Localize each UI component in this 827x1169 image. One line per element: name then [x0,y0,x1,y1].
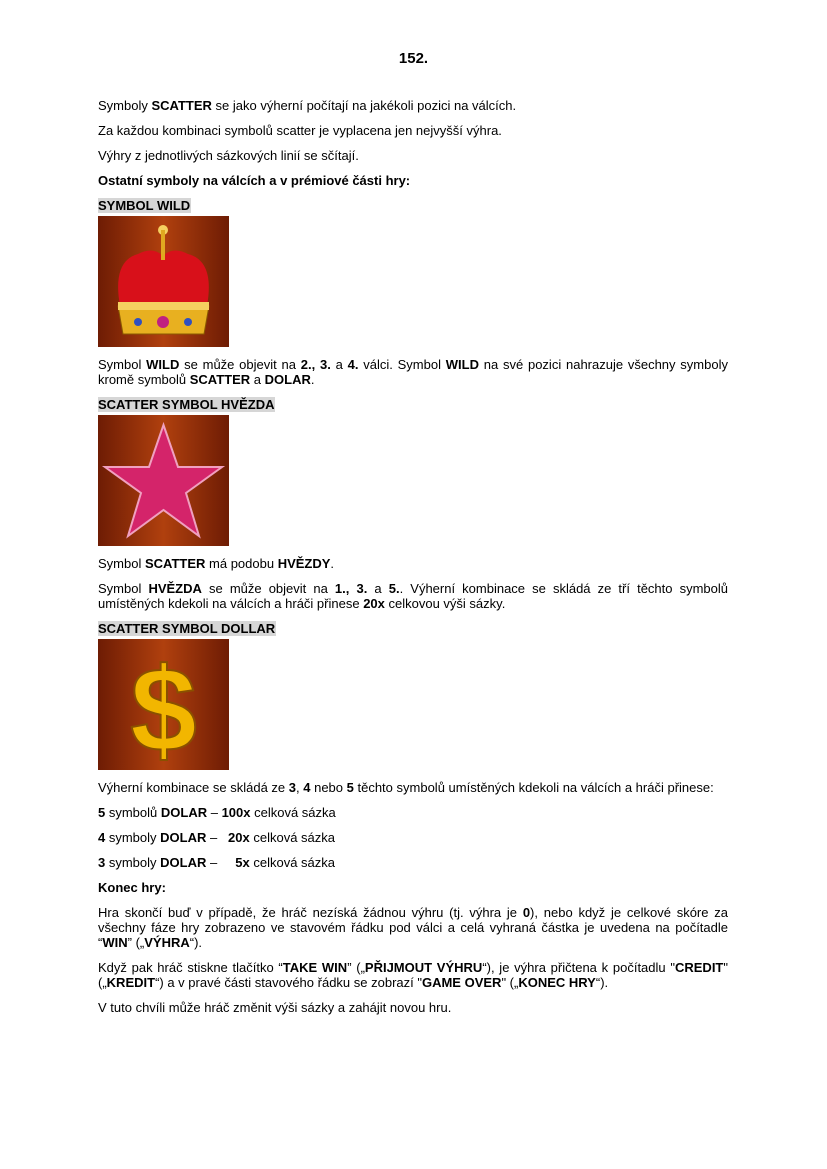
bold-text: DOLAR [160,830,207,845]
paragraph [98,556,728,571]
payout-line [98,855,728,870]
text: ), nebo když je celkové skóre za všechny fáze hry zobrazeno ve stavovém řádku pod válci a celá vyhraná částka je uvedena na počítadle “ [98,905,728,950]
text: celková sázka [249,830,336,845]
paragraph [98,357,728,387]
paragraph [98,1000,728,1015]
text: ” („ [347,960,365,975]
text: Hra skončí buď v případě, že hráč nezíská žádnou výhru (tj. výhra je [98,905,523,920]
bold-text: HVĚZDA [148,581,202,596]
bold-text: 20x [363,596,385,611]
text: “) a v pravé části stavového řádku se zobrazí " [155,975,422,990]
text: “). [595,975,609,990]
text: celkovou výši sázky. [384,596,506,611]
bold-text: TAKE WIN [282,960,348,975]
text: , [296,780,304,795]
text: se může objevit na [201,581,335,596]
paragraph [98,148,728,163]
heading-scatter-dollar: SCATTER SYMBOL DOLLAR [98,621,276,636]
bold-text: GAME OVER [421,975,502,990]
text: těchto symbolů umístěných kdekoli na válcích a hráči přinese: [353,780,714,795]
text: “). [189,935,203,950]
bold-text: 0 [522,905,531,920]
heading-scatter-star: SCATTER SYMBOL HVĚZDA [98,397,275,412]
bold-text: DOLAR [160,805,208,820]
text: Za každou kombinaci symbolů scatter je vyplacena jen nejvyšší výhra. [98,123,502,138]
text: nebo [310,780,347,795]
bold-text: 5. [388,581,400,596]
text: . Výherní kombinace se skládá ze tří těchto symbolů umístěných kdekoli na válcích a hráči přinese [98,581,728,611]
bold-text: WILD [146,357,180,372]
text: symbolů [105,805,161,820]
bold-text: WILD [445,357,479,372]
section-heading [98,173,728,188]
text: " („ [501,975,519,990]
text: se jako výherní počítají na jakékoli pozici na válcích. [211,98,517,113]
bold-text: DOLAR [160,855,207,870]
bold-text: Konec hry: [98,880,166,895]
crown-symbol-image [98,216,229,347]
text: a [367,581,389,596]
star-symbol-image [98,415,229,546]
bold-text: VÝHRA [144,935,190,950]
bold-text: CREDIT [674,960,724,975]
paragraph [98,905,728,950]
bold-text: HVĚZDY [277,556,331,571]
paragraph [98,98,728,113]
bold-text: 2., 3. [300,357,331,372]
text: . [310,372,315,387]
bold-text: 20x [228,830,250,845]
bold-text: WIN [102,935,128,950]
text: Symbol [98,581,149,596]
bold-text: 4. [347,357,359,372]
text: a [250,372,265,387]
bold-text: 4 [303,780,311,795]
page-content [98,98,728,1025]
bold-text: 3 [288,780,297,795]
paragraph [98,960,728,990]
bold-text: 4 [98,830,106,845]
bold-text: 5x [235,855,250,870]
text: Výhry z jednotlivých sázkových linií se sčítají. [98,148,359,163]
paragraph [98,581,728,611]
text: – [206,830,229,845]
text: " („ [98,960,728,990]
bold-text: SCATTER [144,556,206,571]
bold-text: 5 [98,805,106,820]
text: “), je výhra přičtena k počítadlu " [482,960,675,975]
bold-text: 100x [221,805,251,820]
text: a [330,357,348,372]
paragraph [98,123,728,138]
bold-text: KREDIT [106,975,156,990]
bold-text: 5 [346,780,354,795]
payout-line [98,830,728,845]
text: Symbol [98,556,145,571]
text: má podobu [205,556,278,571]
paragraph [98,780,728,795]
payout-line [98,805,728,820]
text: na své pozici nahrazuje všechny symboly kromě symbolů [98,357,728,387]
text: ” („ [127,935,145,950]
dollar-symbol-image [98,639,229,770]
bold-text: 3 [98,855,106,870]
text: Symbol [98,357,147,372]
page-number: 152. [398,50,429,67]
bold-text: 1., 3. [334,581,368,596]
text: V tuto chvíli může hráč změnit výši sázky a zahájit novou hru. [98,1000,452,1015]
text: se může objevit na [179,357,301,372]
text: symboly [105,830,161,845]
text: Když pak hráč stiskne tlačítko “ [98,960,283,975]
section-heading [98,880,728,895]
bold-text: SCATTER [189,372,251,387]
text: . [330,556,335,571]
text: – [206,855,236,870]
bold-text: Ostatní symboly na válcích a v prémiové části hry: [98,173,411,188]
bold-text: DOLAR [264,372,311,387]
text: Symboly [98,98,152,113]
bold-text: PŘIJMOUT VÝHRU [364,960,483,975]
text: válci. Symbol [358,357,446,372]
text: symboly [105,855,161,870]
svg-text:$: $ [130,643,197,770]
bold-text: KONEC HRY [518,975,596,990]
heading-symbol-wild: SYMBOL WILD [98,198,191,213]
bold-text: SCATTER [151,98,212,113]
text: – [207,805,222,820]
text: celková sázka [249,855,335,870]
text: celková sázka [250,805,336,820]
text: Výherní kombinace se skládá ze [98,780,289,795]
